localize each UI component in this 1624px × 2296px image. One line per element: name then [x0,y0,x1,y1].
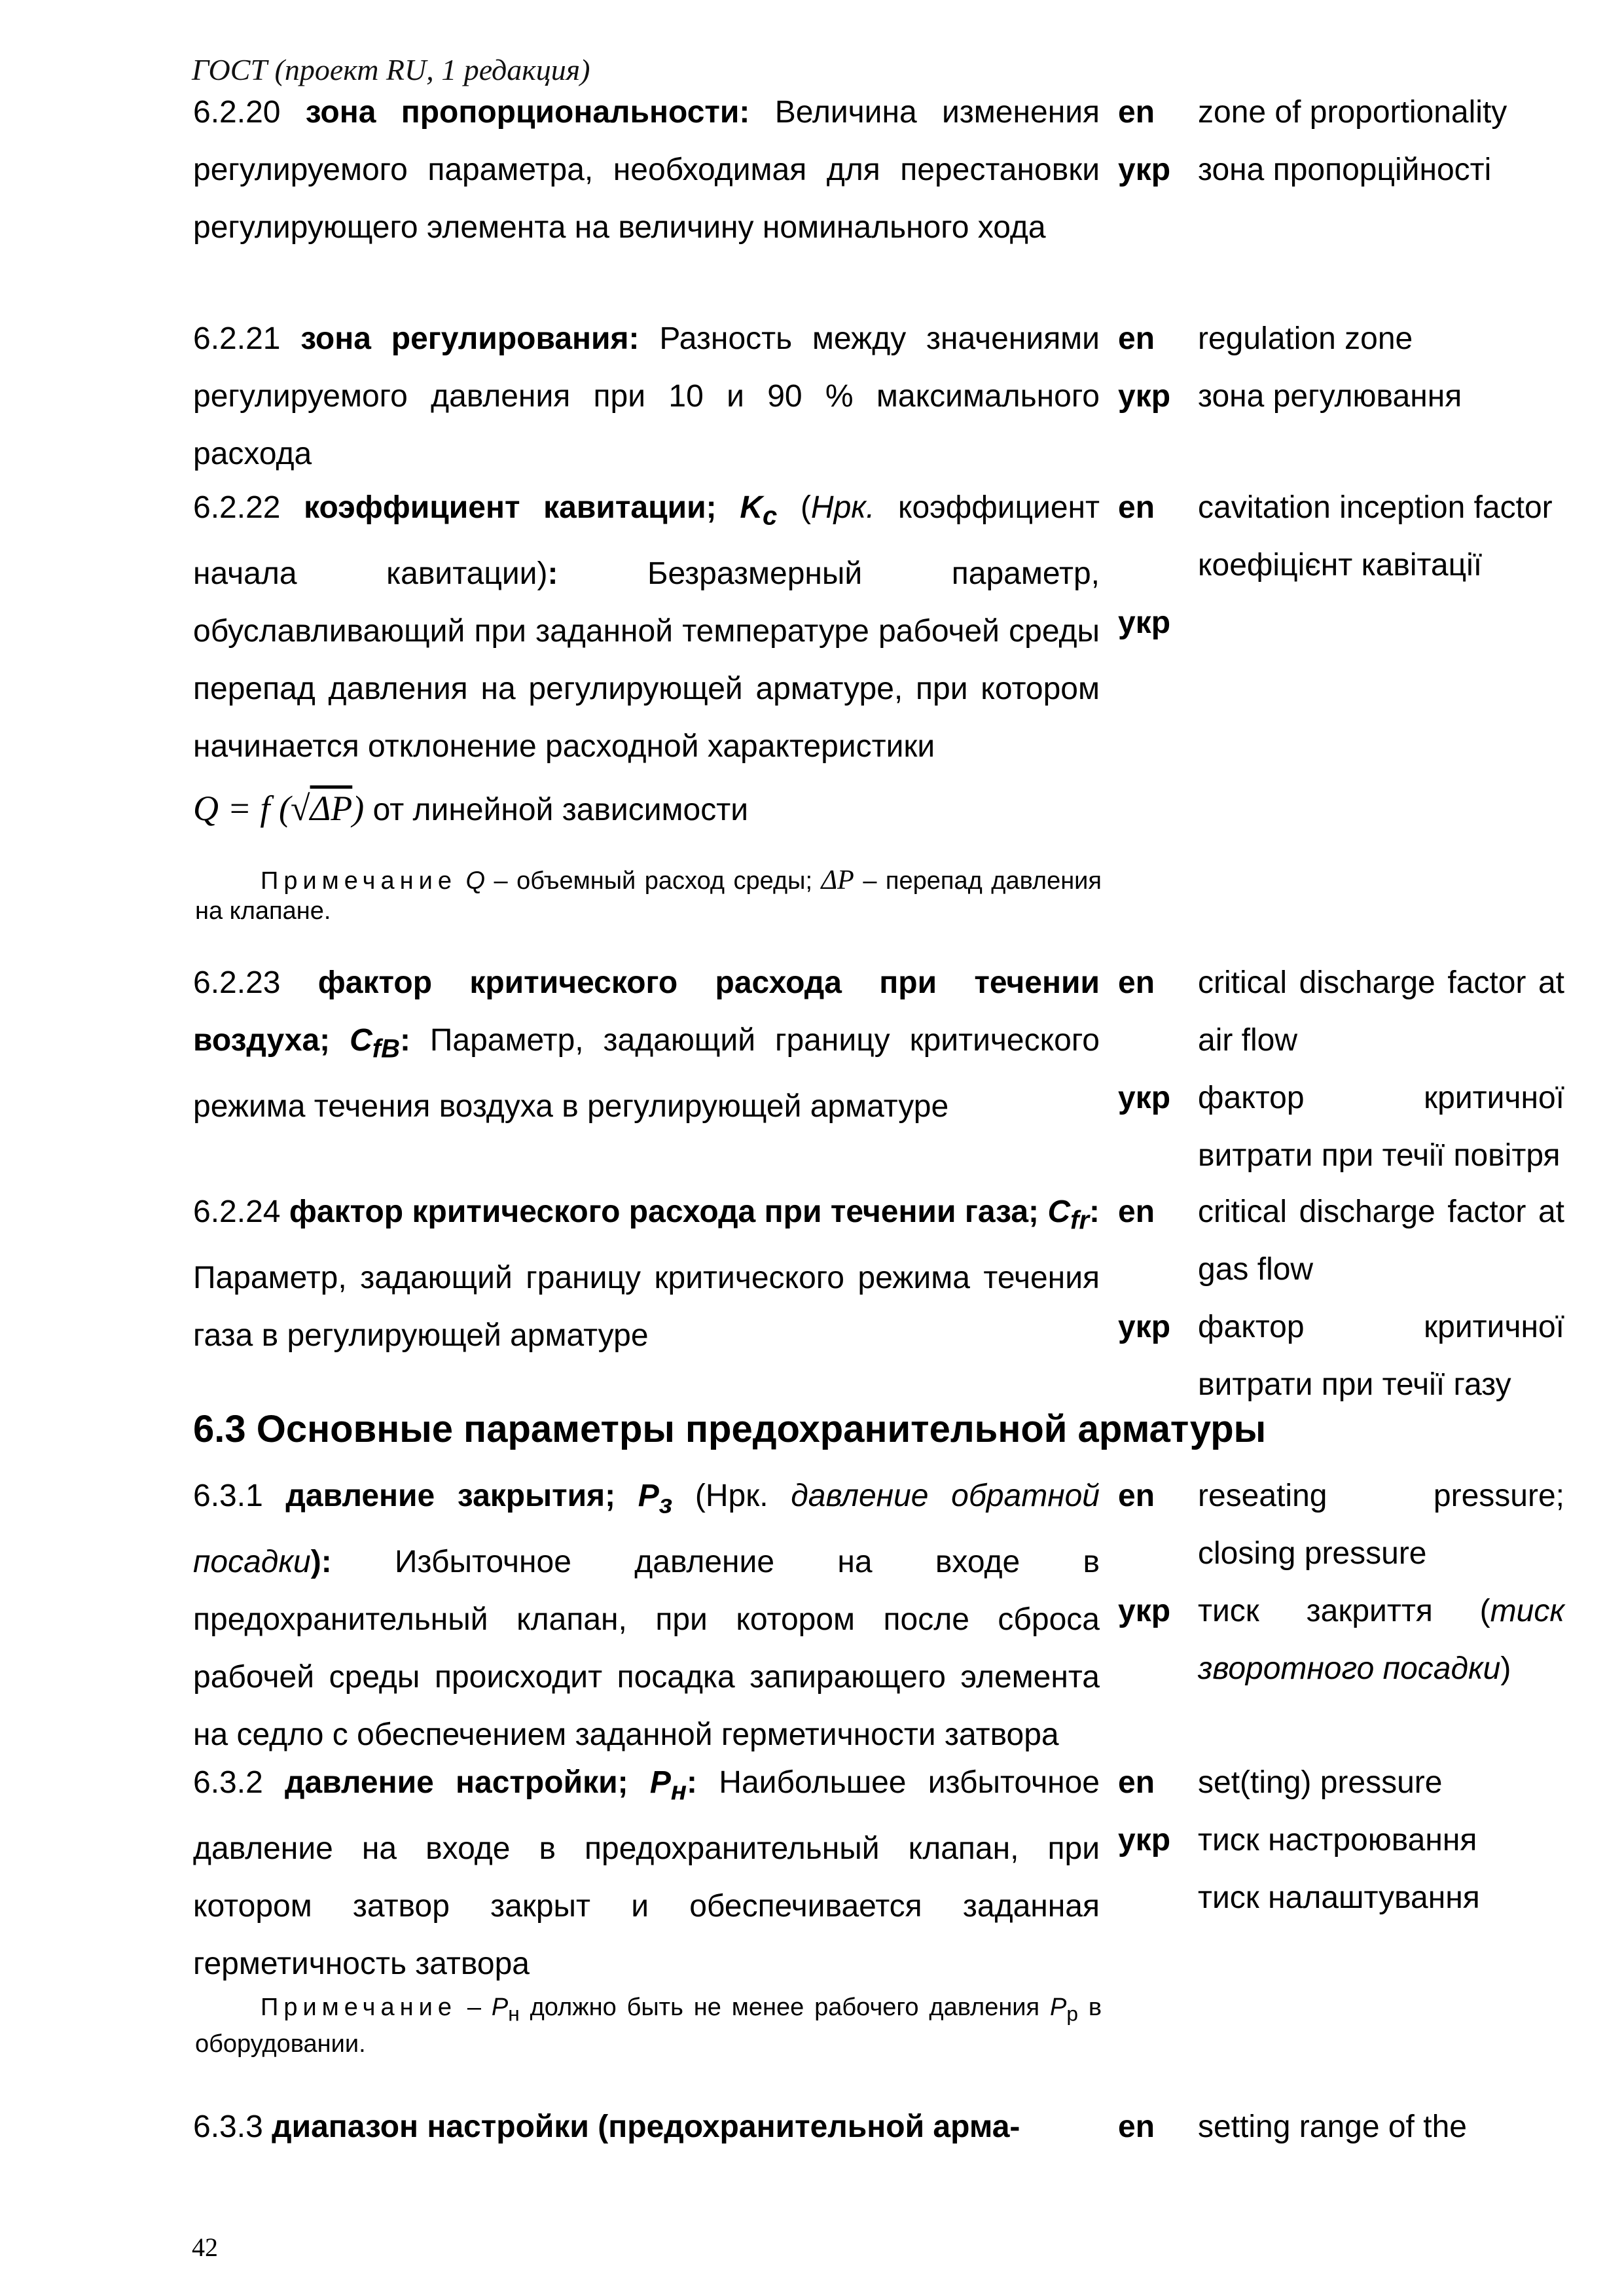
term-number: 6.2.23 [193,965,281,1000]
term-number: 6.3.3 [193,2109,263,2144]
lang-label-uk: укр [1118,152,1171,187]
translation-en: reseating pressure; closing pressure [1198,1479,1564,1571]
translation-en: regulation zone [1198,321,1413,356]
lang-label-en: en [1118,965,1155,1000]
translations-6-2-24 [1198,1183,1564,1414]
term-entry-6-2-23: 6.2.23 фактор критического расхода при течении воздуха; $C_{fB}$: Параметр, задающий границу критического режима течения воздуха в регулирующей арматуре [193,965,1100,1124]
term-definition: Величина изменения регулируемого параметра, необходимая для перестановки регулирующего элемента на величину номинального хода [193,95,1100,245]
translation-uk: коефіцієнт кавітації [1198,548,1483,583]
note-6-2-22: Примечание Q – объемный расход среды; ΔP – перепад давления на клапане. [195,865,1102,925]
term-entry-6-3-3 [193,2098,1100,2156]
translation-uk: тиск закриття (тиск зворотного посадки) [1198,1594,1564,1686]
translation-en: zone of proportionality [1198,95,1507,130]
lang-label-en: en [1118,95,1155,130]
term-symbol: $C_{fB}$ [350,1023,400,1064]
translations-6-3-1 [1198,1467,1564,1698]
lang-label-uk: укр [1118,1081,1171,1115]
translation-en: set(ting) pressure [1198,1765,1443,1800]
translation-uk-2: тиск налаштування [1198,1880,1480,1915]
term-symbol: $K_c$ [740,490,778,531]
term-definition: Разность между значениями регулируемого давления при 10 и 90 % максимального расхода [193,321,1100,471]
lang-labels-6-3-1 [1118,1467,1190,1640]
lang-label-en: en [1118,1194,1155,1229]
term-number: 6.2.21 [193,321,281,356]
lang-label-uk: укр [1118,379,1171,414]
lang-labels-6-2-20 [1118,84,1190,199]
formula-tail: от линейной зависимости [372,792,749,827]
term-definition: Избыточное давление на входе в предохранительный клапан, при котором после сброса рабочей среды происходит посадка запирающего элемента на седло с обеспечением заданной герметичности затвора [193,1544,1100,1752]
term-definition: Параметр, задающий границу критического режима течения газа в регулирующей арматуре [193,1260,1100,1353]
translation-en: setting range of the [1198,2109,1467,2144]
term-name: фактор критического расхода при течении газа; [289,1194,1039,1229]
translation-en: cavitation inception factor [1198,490,1553,525]
term-name: давление настройки; [285,1765,628,1800]
translations-6-2-23 [1198,954,1564,1185]
term-name: коэффициент кавитации; [304,490,717,525]
alt-prefix: Нрк. [810,490,875,525]
alt-term: давление обратной посадки [193,1479,1100,1579]
lang-label-en: en [1118,1765,1155,1800]
lang-labels-6-2-23 [1118,954,1190,1127]
term-number: 6.2.22 [193,490,281,525]
translations-6-2-22 [1198,479,1564,594]
lang-label-en: en [1118,321,1155,356]
lang-label-uk: укр [1118,605,1171,640]
term-entry-6-3-1: 6.3.1 давление закрытия; $P_з$ (Нрк. давление обратной посадки): Избыточное давление на входе в предохранительный клапан, при котором после сброса рабочей среды происходит посадка запирающего элемента на седло с обеспечением заданной герметичности затвора [193,1479,1100,1752]
translations-6-2-21 [1198,310,1564,425]
page-number: 42 [192,2233,218,2262]
term-entry-6-2-24: 6.2.24 фактор критического расхода при течении газа; $C_{fr}$: Параметр, задающий границу критического режима течения газа в регулирующей арматуре [193,1194,1100,1353]
formula: Q = f (√ΔP) [193,788,365,828]
term-definition: Наибольшее избыточное давление на входе в предохранительный клапан, при котором затвор закрыт и обеспечивается заданная герметичность затвора [193,1765,1100,1981]
term-name: давление закрытия; [285,1479,616,1513]
translation-uk: фактор критичної витрати при течії газу [1198,1310,1564,1402]
term-name: диапазон настройки (предохранительной арма- [272,2109,1020,2144]
term-definition: Безразмерный параметр, обуславливающий при заданной температуре рабочей среды перепад давления на регулирующей арматуре, при котором начинается отклонение расходной характеристики [193,556,1100,764]
translation-en: critical discharge factor at gas flow [1198,1194,1564,1287]
lang-labels-6-3-2 [1118,1754,1190,1869]
term-entry-6-2-20 [193,84,1100,257]
translation-uk: зона регулювання [1198,379,1462,414]
lang-label-en: en [1118,2109,1155,2144]
lang-label-en: en [1118,1479,1155,1513]
term-number: 6.2.20 [193,95,281,130]
lang-labels-6-2-24 [1118,1183,1190,1356]
lang-label-uk: укр [1118,1310,1171,1344]
lang-labels-6-2-22 [1118,479,1190,652]
term-symbol: $P_з$ [638,1479,673,1519]
term-name: фактор критического расхода при течении воздуха; [193,965,1100,1058]
term-name: зона регулирования: [300,321,640,356]
translation-uk: зона пропорційності [1198,152,1492,187]
term-symbol: $P_н$ [649,1765,687,1806]
section-heading: 6.3 Основные параметры предохранительной арматуры [193,1408,1267,1450]
alt-term: коэффициент начала кавитации) [193,490,1100,591]
note-label: Примечание [261,1994,457,2021]
translations-6-2-20 [1198,84,1564,199]
note-6-3-2: Примечание – $P_н$ должно быть не менее рабочего давления $P_р$ в оборудовании. [195,1994,1102,2058]
translation-en: critical discharge factor at air flow [1198,965,1564,1058]
lang-label-uk: укр [1118,1594,1171,1628]
term-number: 6.2.24 [193,1194,281,1229]
term-number: 6.3.1 [193,1479,263,1513]
translation-uk: фактор критичної витрати при течії повітря [1198,1081,1564,1173]
translation-uk: тиск настроювання [1198,1823,1477,1857]
running-header: ГОСТ (проект RU, 1 редакция) [192,53,590,86]
term-definition: Параметр, задающий границу критического режима течения воздуха в регулирующей арматуре [193,1023,1100,1124]
formula-line [193,780,1100,839]
term-entry-6-2-22: 6.2.22 коэффициент кавитации; $K_c$ (Нрк. коэффициент начала кавитации): Безразмерный параметр, обуславливающий при заданной температуре рабочей среды перепад давления на регулирующей арматуре, при котором начинается отклонение расходной характеристики Q = f (√ΔP) от линейной зависимости [193,479,1100,839]
term-entry-6-3-2: 6.3.2 давление настройки; $P_н$: Наибольшее избыточное давление на входе в предохранительный клапан, при котором затвор закрыт и обеспечивается заданная герметичность затвора [193,1765,1100,1981]
lang-labels-6-3-3 [1118,2098,1190,2156]
term-number: 6.3.2 [193,1765,263,1800]
translations-6-3-3 [1198,2098,1564,2156]
note-label: Примечание [261,867,457,895]
lang-label-en: en [1118,490,1155,525]
lang-label-uk: укр [1118,1823,1171,1857]
lang-labels-6-2-21 [1118,310,1190,425]
term-symbol: $C_{fr}$ [1047,1194,1090,1235]
term-entry-6-2-21 [193,310,1100,483]
term-name: зона пропорциональности: [305,95,750,130]
translations-6-3-2 [1198,1754,1564,1927]
